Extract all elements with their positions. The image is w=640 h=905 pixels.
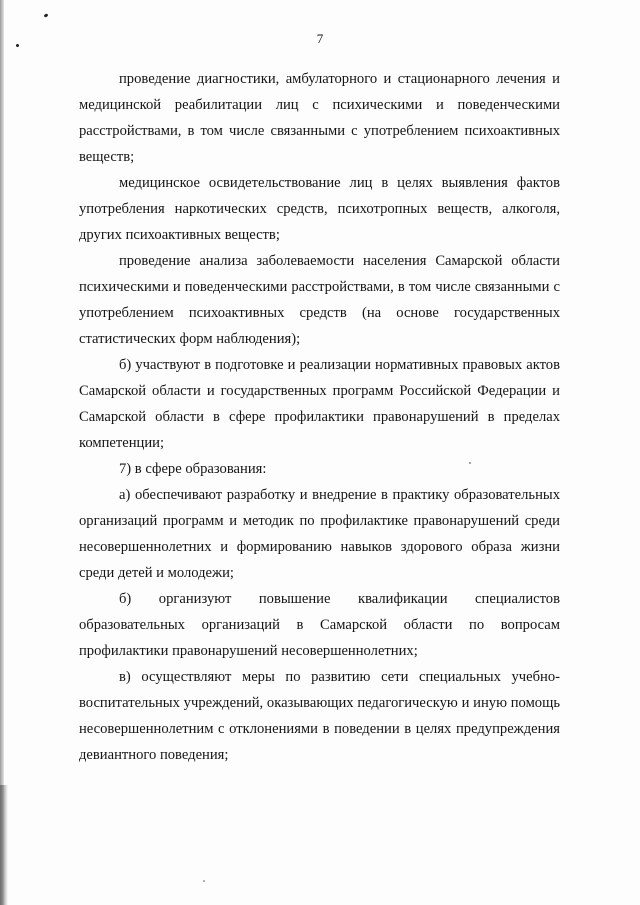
document-body xyxy=(79,66,560,768)
scan-edge-smudge xyxy=(0,785,8,905)
scan-speck xyxy=(203,880,205,882)
paragraph-education-b: б) организуют повышение квалификации специалистов образовательных организаций в Самарской области по вопросам профилактики правонарушений несовершеннолетних; xyxy=(79,591,560,659)
paragraph-medical-examination: медицинское освидетельствование лиц в целях выявления фактов употребления наркотических средств, психотропных веществ, алкоголя, других психоактивных веществ; xyxy=(79,175,560,243)
page-number: 7 xyxy=(316,31,324,46)
paragraph-diagnostics: проведение диагностики, амбулаторного и стационарного лечения и медицинской реабилитации лиц с психическими и поведенческими расстройствами, в том числе связанными с употреблением психоактивных веществ; xyxy=(79,71,560,165)
paragraph-education-heading: 7) в сфере образования: xyxy=(119,461,267,477)
scan-speck xyxy=(44,13,49,18)
scan-edge-shadow xyxy=(0,0,4,905)
paragraph-education-a: а) обеспечивают разработку и внедрение в практику образовательных организаций программ и методик по профилактике правонарушений среди несовершеннолетних и формированию навыков здорового образа жизни среди детей и молодежи; xyxy=(79,487,560,581)
paragraph-morbidity-analysis: проведение анализа заболеваемости населения Самарской области психическими и поведенческими расстройствами, в том числе связанными с употреблением психоактивных средств (на основе государственных статистических форм наблюдения); xyxy=(79,253,560,347)
paragraph-legal-acts: б) участвуют в подготовке и реализации нормативных правовых актов Самарской области и государственных программ Российской Федерации и Самарской области в сфере профилактики правонарушений в пределах компетенции; xyxy=(79,357,560,451)
paragraph-education-c: в) осуществляют меры по развитию сети специальных учебно-воспитательных учреждений, оказывающих педагогическую и иную помощь несовершеннолетним с отклонениями в поведении в целях предупреждения девиантного поведения; xyxy=(79,669,560,763)
